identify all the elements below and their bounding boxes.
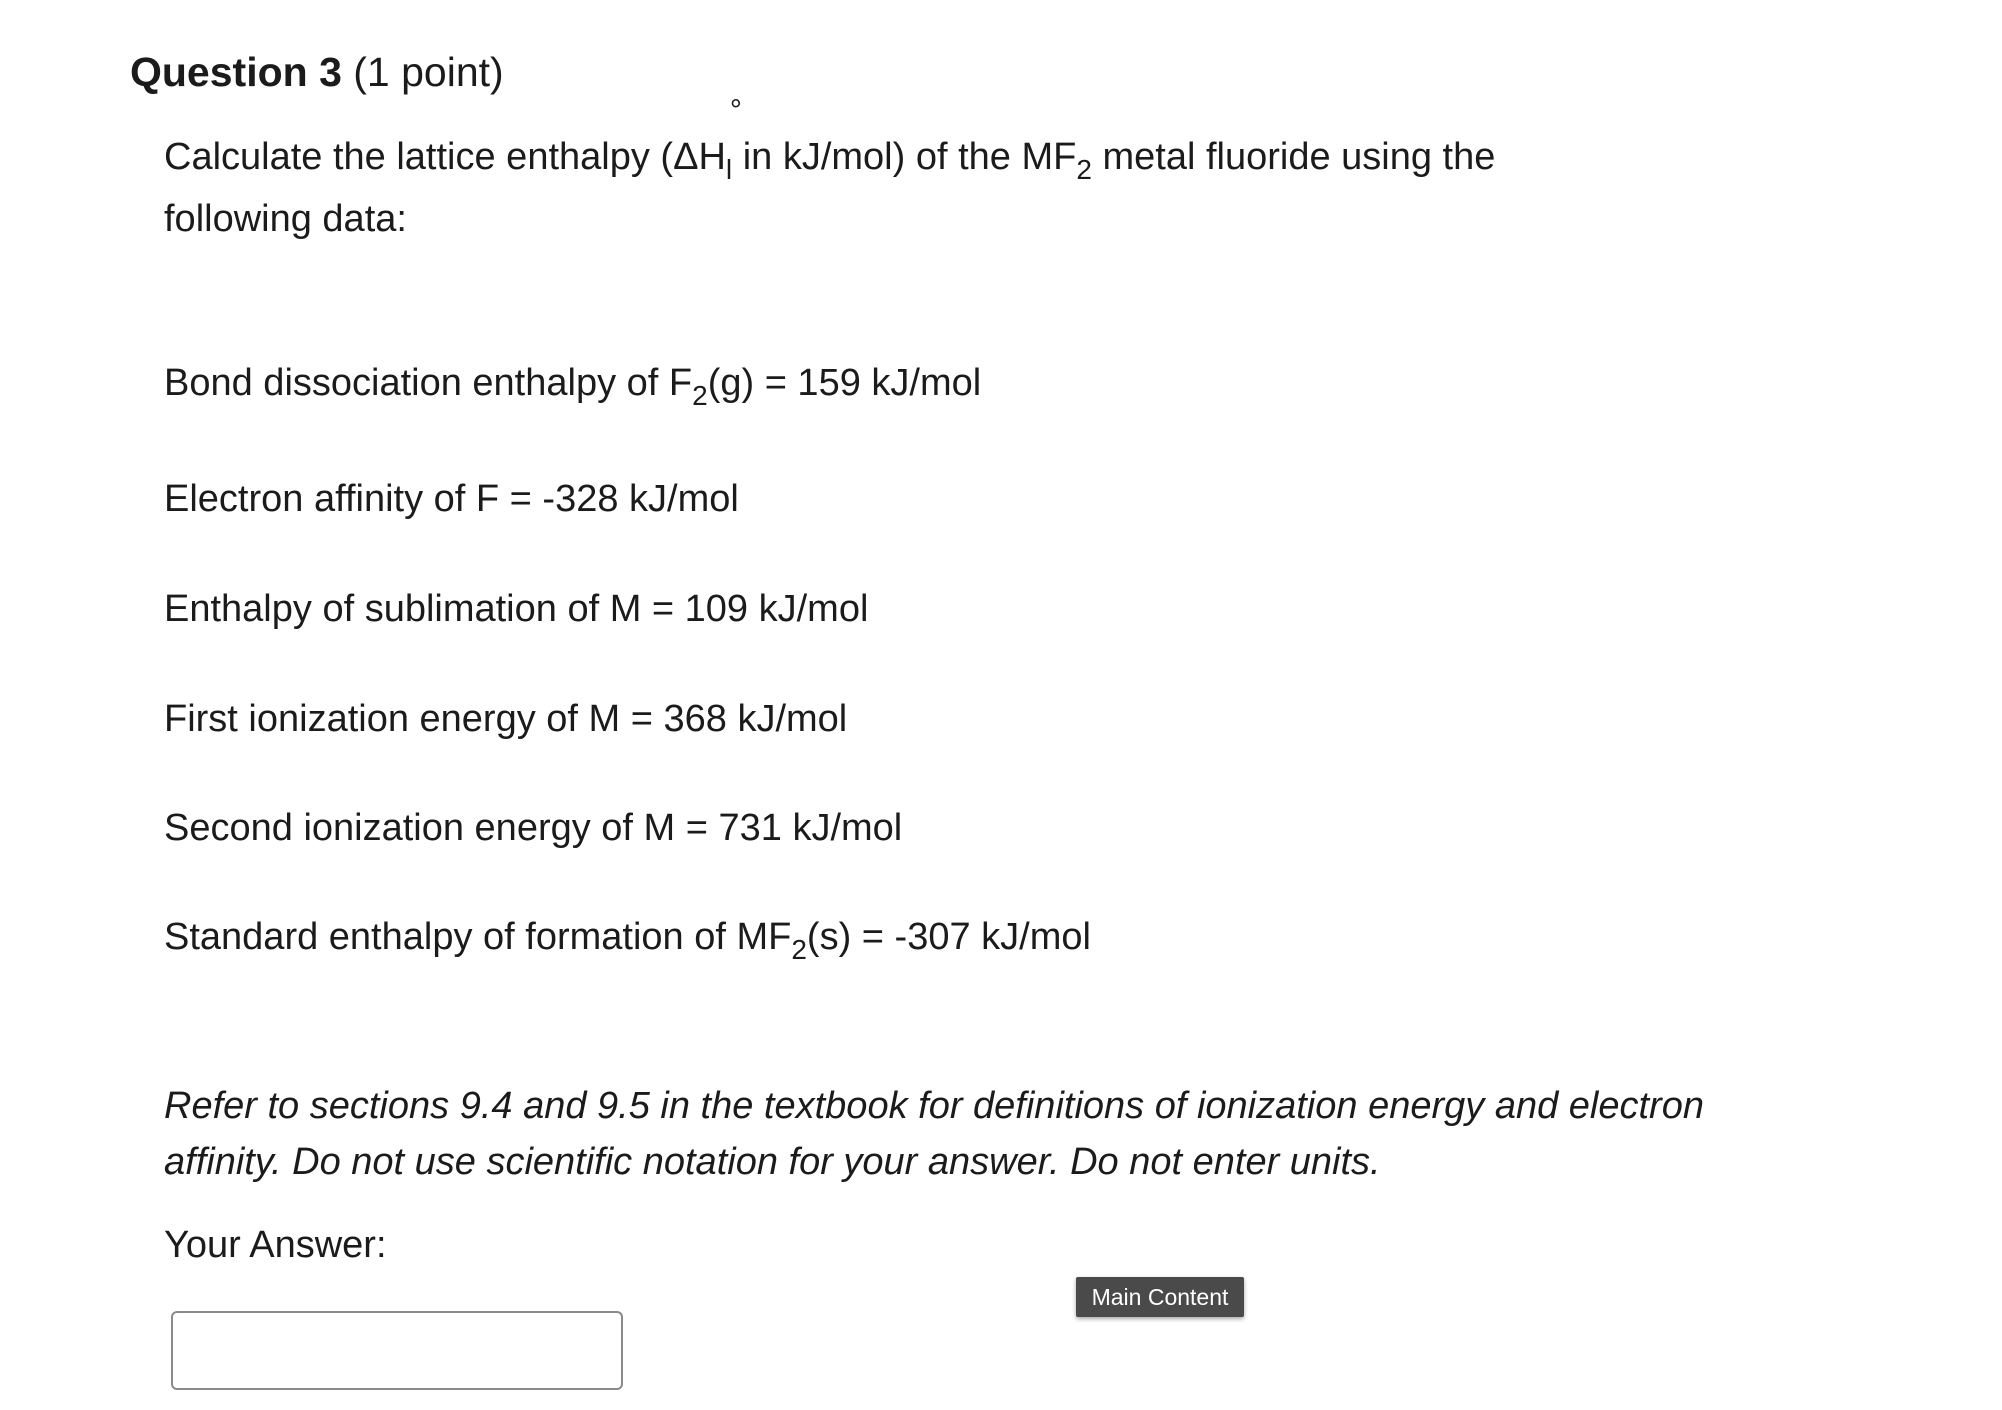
data-second-ionization: Second ionization energy of M = 731 kJ/mol <box>164 807 903 849</box>
prompt-text-3: metal fluoride using the following data: <box>164 136 1496 240</box>
question-header <box>130 44 504 100</box>
answer-label: Your Answer: <box>164 1224 387 1266</box>
data-first-ionization: First ionization energy of M = 368 kJ/mol <box>164 698 848 740</box>
main-content-tooltip: Main Content <box>1076 1277 1244 1317</box>
delta-h-subscript: $_l$ ° <box>725 94 742 185</box>
instructions-note: Refer to sections 9.4 and 9.5 in the textbook for definitions of ionization energy and electron affinity. Do not use scientific notation for your answer. Do not enter units. <box>164 1085 1704 1183</box>
data-bond-dissociation: Bond dissociation enthalpy of $F_2(g) = 159$ kJ/mol <box>164 362 982 411</box>
data-electron-affinity: Electron affinity of F = -328 kJ/mol <box>164 478 739 520</box>
prompt-text-2: in kJ/mol) of the MF <box>732 136 1077 178</box>
question-prompt <box>164 94 1644 250</box>
answer-input[interactable] <box>171 1311 623 1390</box>
prompt-text-1: Calculate the lattice enthalpy (ΔH <box>164 136 726 178</box>
question-points: (1 point) <box>353 49 504 95</box>
formula-subscript: 2 <box>1076 154 1092 185</box>
degree-symbol: ° <box>729 94 742 127</box>
data-sublimation: Enthalpy of sublimation of M = 109 kJ/mol <box>164 588 869 630</box>
question-title: Question 3 <box>130 49 342 95</box>
data-formation: Standard enthalpy of formation of $MF_2(s) = -307$ kJ/mol <box>164 916 1091 965</box>
